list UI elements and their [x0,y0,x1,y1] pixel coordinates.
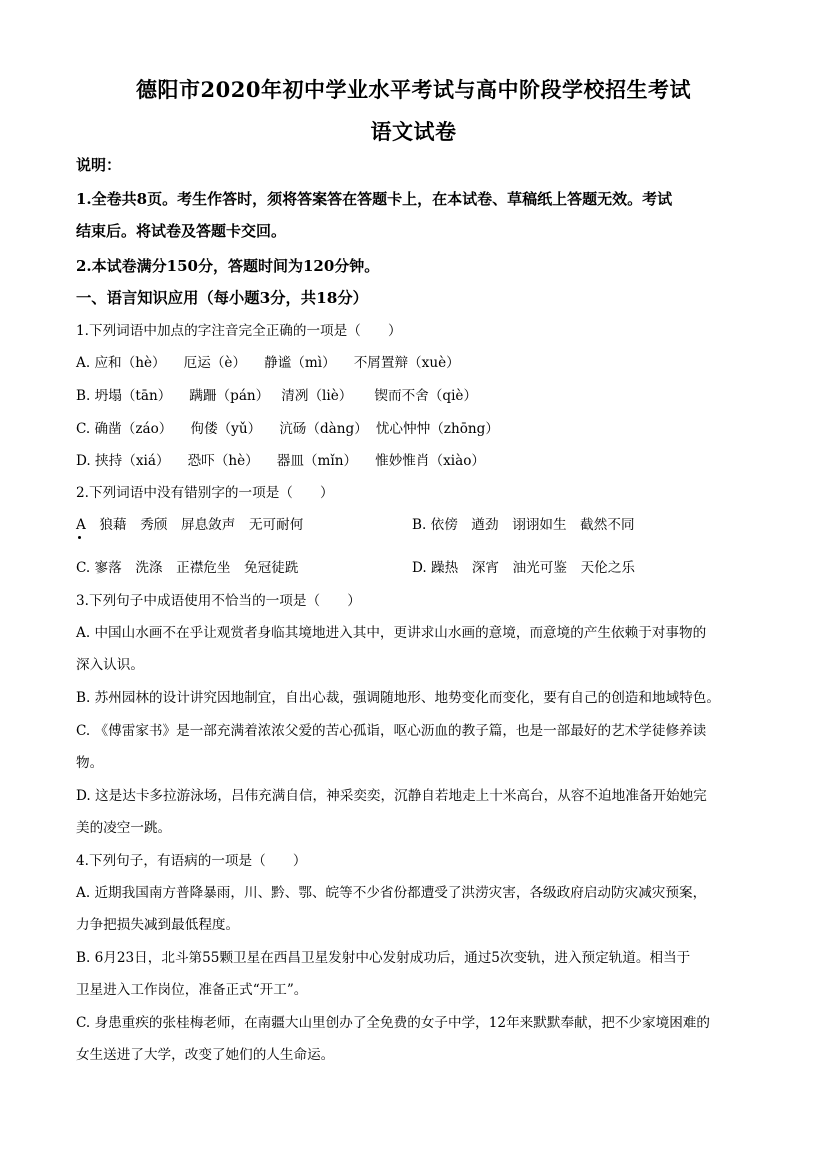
q2-option-a: A 狼藉 秀颀 屏息敛声 无可耐何 [76,517,304,533]
q1-option-d: D. 挟持（xiá） 恐吓（hè） 器皿（mǐn） 惟妙惟肖（xiào） [76,453,485,469]
q4-option-a-line-1: A. 近期我国南方普降暴雨，川、黔、鄂、皖等不少省份都遭受了洪涝灾害，各级政府启动防灾减灾预案， [76,885,707,901]
q4-option-b-line-2: 卫星进入工作岗位，准备正式“开工”。 [76,982,308,998]
notes-heading: 说明： [76,156,122,174]
note-1-line-2: 结束后。将试卷及答题卡交回。 [76,222,287,240]
exam-title: 德阳市2020年初中学业水平考试与高中阶段学校招生考试 [136,77,691,102]
q3-stem: 3.下列句子中成语使用不恰当的一项是（ ） [76,593,361,609]
q4-option-b-line-1: B. 6月23日，北斗第55颗卫星在西昌卫星发射中心发射成功后，通过5次变轨，进入预定轨道。相当于 [76,950,691,966]
q3-option-c-line-2: 物。 [76,755,104,771]
note-2: 2.本试卷满分150分，答题时间为120分钟。 [76,257,380,275]
q3-option-a-line-2: 深入认识。 [76,657,144,673]
q3-option-a-line-1: A. 中国山水画不在乎让观赏者身临其境地进入其中，更讲求山水画的意境，而意境的产生依赖于对事物的 [76,625,707,641]
section-1-heading: 一、语言知识应用（每小题3分，共18分） [76,289,368,307]
q4-stem: 4.下列句子，有语病的一项是（ ） [76,853,307,869]
q4-option-c-line-1: C. 身患重疾的张桂梅老师，在南疆大山里创办了全免费的女子中学，12年来默默奉献，把不少家境困难的 [76,1015,710,1031]
q4-option-c-line-2: 女生送进了大学，改变了她们的人生命运。 [76,1047,335,1063]
q2-row-1 [76,515,756,535]
q4-option-a-line-2: 力争把损失减到最低程度。 [76,917,240,933]
q2-row-2 [76,558,756,578]
q1-option-c: C. 确凿（záo） 佝偻（yǔ） 沆砀（dàng） 忧心忡忡（zhōng） [76,421,499,437]
q3-option-d-line-2: 美的凌空一跳。 [76,820,172,836]
q2-option-d: D. 躁热 深宵 油光可鉴 天伦之乐 [412,560,635,576]
q2-option-c: C. 寥落 洗涤 正襟危坐 免冠徒跣 [76,560,299,576]
q3-option-b: B. 苏州园林的设计讲究因地制宜，自出心裁，强调随地形、地势变化而变化，要有自己的创造和地域特色。 [76,690,720,706]
exam-subtitle: 语文试卷 [370,119,457,144]
q3-option-c-line-1: C. 《傅雷家书》是一部充满着浓浓父爱的苦心孤诣，呕心沥血的教子篇，也是一部最好的艺术学徒修养读 [76,723,707,739]
q1-option-b: B. 坍塌（tān） 蹒跚（pán） 清冽（liè） 锲而不舍（qiè） [76,388,478,404]
note-1-line-1: 1.全卷共8页。考生作答时，须将答案答在答题卡上，在本试卷、草稿纸上答题无效。考试 [76,190,673,208]
q2-option-b: B. 依傍 遒劲 诩诩如生 截然不同 [412,517,635,533]
emphasis-dot [78,536,81,539]
q1-stem: 1.下列词语中加点的字注音完全正确的一项是（ ） [76,323,402,339]
q2-stem: 2.下列词语中没有错别字的一项是（ ） [76,485,334,501]
q3-option-d-line-1: D. 这是达卡多拉游泳场，吕伟充满自信，神采奕奕，沉静自若地走上十米高台，从容不迫地准备开始她完 [76,788,707,804]
q1-option-a: A. 应和（hè） 厄运（è） 静谧（mì） 不屑置辩（xuè） [76,355,460,371]
